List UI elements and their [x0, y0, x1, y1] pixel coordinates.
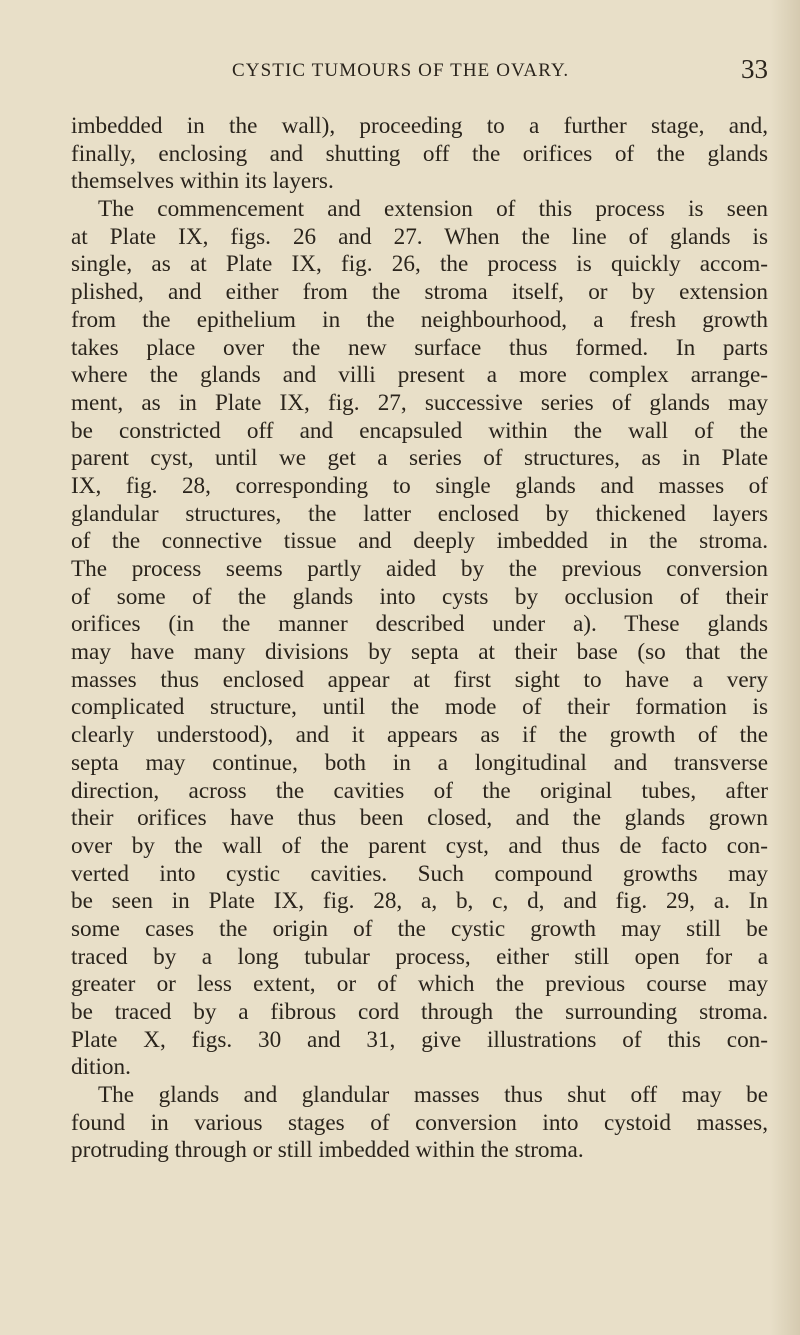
text-line: traced by a long tubular process, either still open for a	[71, 943, 768, 970]
text-line: themselves within its layers.	[71, 168, 334, 195]
text-line: verted into cystic cavities. Such compound growths may	[71, 860, 768, 887]
page-header	[232, 54, 768, 90]
text-line: direction, across the cavities of the original tubes, after	[71, 777, 768, 804]
text-line: The commencement and extension of this process is seen	[98, 196, 768, 223]
text-line: some cases the origin of the cystic growth may still be	[71, 915, 768, 942]
text-line: glandular structures, the latter enclosed by thickened layers	[71, 500, 768, 527]
text-line: be seen in Plate IX, fig. 28, a, b, c, d, and fig. 29, a. In	[71, 888, 768, 915]
text-line: found in various stages of conversion into cystoid masses,	[71, 1109, 768, 1136]
text-line: from the epithelium in the neighbourhood, a fresh growth	[71, 306, 768, 333]
text-line: of the connective tissue and deeply imbedded in the stroma.	[71, 528, 768, 555]
text-line: their orifices have thus been closed, and the glands grown	[71, 805, 768, 832]
text-line: plished, and either from the stroma itself, or by extension	[71, 279, 768, 306]
page-edge-shadow	[770, 0, 800, 1335]
body-text	[71, 113, 768, 1165]
text-line: The process seems partly aided by the previous conversion	[71, 556, 768, 582]
text-line: be constricted off and encapsuled within the wall of the	[71, 417, 768, 444]
text-line: complicated structure, until the mode of their formation is	[71, 694, 768, 721]
text-line: parent cyst, until we get a series of structures, as in Plate	[71, 445, 768, 472]
text-line: be traced by a fibrous cord through the surrounding stroma.	[71, 999, 768, 1025]
text-line: imbedded in the wall), proceeding to a further stage, and,	[71, 113, 768, 139]
page-number: 33	[741, 54, 768, 84]
text-line: IX, fig. 28, corresponding to single glands and masses of	[71, 472, 768, 499]
text-line: ment, as in Plate IX, fig. 27, successive series of glands may	[71, 389, 768, 416]
running-head: CYSTIC TUMOURS OF THE OVARY.	[232, 60, 570, 81]
text-line: finally, enclosing and shutting off the orifices of the glands	[71, 140, 768, 167]
text-line: protruding through or still imbedded within the stroma.	[71, 1137, 584, 1164]
text-line: of some of the glands into cysts by occlusion of their	[71, 583, 768, 610]
text-line: takes place over the new surface thus formed. In parts	[71, 334, 768, 361]
text-line: The glands and glandular masses thus shut off may be	[98, 1082, 768, 1109]
text-line: may have many divisions by septa at their base (so that the	[71, 639, 768, 666]
text-line: orifices (in the manner described under a). These glands	[71, 611, 768, 638]
text-line: at Plate IX, figs. 26 and 27. When the line of glands is	[71, 223, 768, 250]
text-line: greater or less extent, or of which the previous course may	[71, 971, 768, 998]
text-line: over by the wall of the parent cyst, and thus de facto con-	[71, 832, 768, 859]
text-line: single, as at Plate IX, fig. 26, the process is quickly accom-	[71, 251, 768, 278]
text-line: septa may continue, both in a longitudinal and transverse	[71, 749, 768, 776]
text-line: masses thus enclosed appear at first sight to have a very	[71, 666, 768, 693]
text-line: Plate X, figs. 30 and 31, give illustrations of this con-	[71, 1026, 768, 1053]
text-line: where the glands and villi present a more complex arrange-	[71, 362, 768, 389]
text-line: clearly understood), and it appears as if the growth of the	[71, 722, 768, 749]
text-line: dition.	[71, 1054, 131, 1081]
